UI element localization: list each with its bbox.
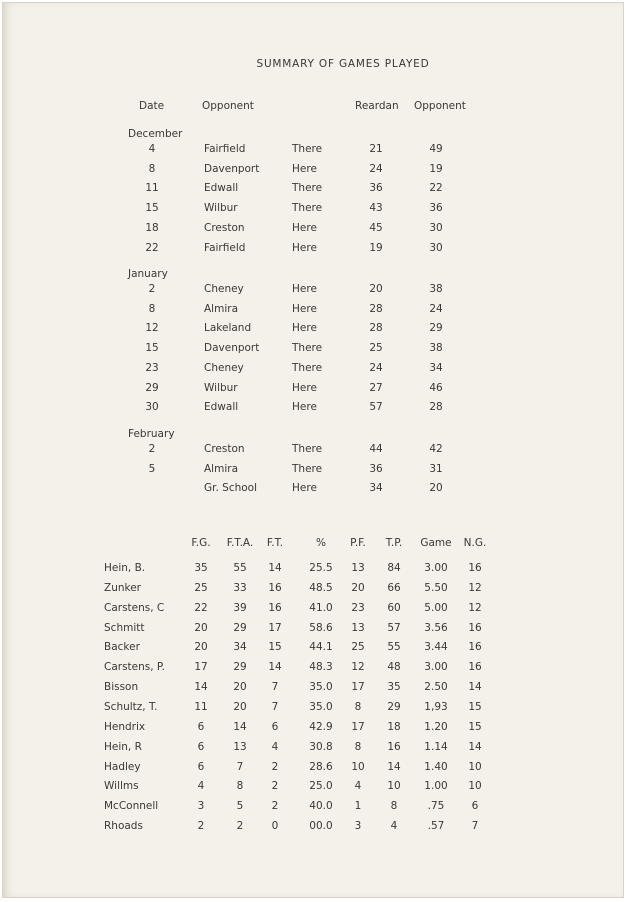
game-opponent: Wilbur [204,382,238,394]
game-reardan-score: 21 [369,143,383,155]
game-location: There [292,362,323,374]
game-day: 2 [148,443,156,455]
player-stat: 18 [387,721,401,733]
game-opponent-score: 31 [429,463,443,475]
game-opponent-score: 36 [429,202,443,214]
player-name: Schmitt [104,622,145,634]
player-stat: 30.8 [309,741,333,753]
player-stat: 2 [197,820,205,832]
game-reardan-score: 36 [369,182,383,194]
game-opponent: Davenport [204,163,260,175]
game-reardan-score: 36 [369,463,383,475]
player-name: Bisson [104,681,139,693]
player-stat: 17 [351,681,365,693]
player-stat: 4 [390,820,398,832]
game-day: 30 [145,401,159,413]
player-stat: 12 [468,582,482,594]
game-location: There [292,143,323,155]
player-name: Hein, R [104,741,142,753]
game-location: Here [292,322,317,334]
game-location: There [292,342,323,354]
player-stat: .57 [427,820,445,832]
stats-header: % [316,537,326,549]
header-date: Date [139,100,165,112]
player-row [2,761,624,777]
player-stat: 14 [194,681,208,693]
player-stat: 14 [468,681,482,693]
player-stat: 48 [387,661,401,673]
game-reardan-score: 43 [369,202,383,214]
player-stat: 3 [354,820,362,832]
game-location: There [292,182,323,194]
player-stat: 2 [271,800,279,812]
player-stat: 16 [468,562,482,574]
game-opponent: Edwall [204,401,239,413]
game-opponent: Almira [204,303,238,315]
game-day: 15 [145,202,159,214]
game-reardan-score: 28 [369,322,383,334]
game-opponent: Creston [204,222,245,234]
player-stat: 20 [233,681,247,693]
game-opponent-score: 30 [429,242,443,254]
player-stat: 20 [194,641,208,653]
player-stat: 42.9 [309,721,333,733]
header-reardan: Reardan [355,100,399,112]
player-stat: 35.0 [309,701,333,713]
player-name: Schultz, T. [104,701,158,713]
player-stat: 66 [387,582,401,594]
player-row [2,820,624,836]
game-opponent: Davenport [204,342,260,354]
game-location: Here [292,401,317,413]
player-stat: 16 [468,641,482,653]
player-stat: 25.5 [309,562,333,574]
player-stat: 1.40 [424,761,448,773]
player-stat: 22 [194,602,208,614]
game-location: Here [292,163,317,175]
player-stat: 33 [233,582,247,594]
game-reardan-score: 57 [369,401,383,413]
player-stat: 10 [468,780,482,792]
player-stat: .75 [427,800,445,812]
player-stat: 7 [471,820,479,832]
player-stat: 8 [354,741,362,753]
player-stat: 5.00 [424,602,448,614]
game-opponent-score: 19 [429,163,443,175]
game-opponent: Fairfield [204,143,246,155]
player-stat: 6 [197,721,205,733]
player-row [2,780,624,796]
player-stat: 41.0 [309,602,333,614]
player-stat: 25.0 [309,780,333,792]
game-reardan-score: 44 [369,443,383,455]
month-label: January [128,268,168,280]
player-stat: 4 [354,780,362,792]
player-row [2,641,624,657]
player-stat: 10 [387,780,401,792]
player-stat: 20 [233,701,247,713]
player-name: Hendrix [104,721,146,733]
player-row [2,602,624,618]
player-name: Hein, B. [104,562,146,574]
player-stat: 55 [387,641,401,653]
player-stat: 29 [233,622,247,634]
player-stat: 6 [471,800,479,812]
game-opponent: Lakeland [204,322,252,334]
player-stat: 48.5 [309,582,333,594]
stats-header: F.T.A. [226,537,254,549]
player-stat: 20 [194,622,208,634]
player-stat: 44.1 [309,641,333,653]
game-day: 11 [145,182,159,194]
player-stat: 3.00 [424,661,448,673]
player-stat: 6 [197,741,205,753]
game-location: Here [292,382,317,394]
player-stat: 2 [271,780,279,792]
player-stat: 57 [387,622,401,634]
game-day: 18 [145,222,159,234]
player-stat: 3.56 [424,622,448,634]
player-stat: 23 [351,602,365,614]
player-name: McConnell [104,800,159,812]
game-reardan-score: 25 [369,342,383,354]
game-day: 5 [148,463,156,475]
game-location: There [292,463,323,475]
player-name: Carstens, C [104,602,165,614]
game-location: There [292,202,323,214]
game-opponent: Cheney [204,283,244,295]
player-name: Hadley [104,761,141,773]
player-stat: 25 [194,582,208,594]
stats-header: N.G. [463,537,487,549]
game-reardan-score: 24 [369,163,383,175]
player-stat: 14 [233,721,247,733]
game-opponent: Creston [204,443,245,455]
player-row [2,562,624,578]
player-stat: 13 [233,741,247,753]
game-opponent-score: 24 [429,303,443,315]
game-day: 2 [148,283,156,295]
player-stat: 10 [351,761,365,773]
player-stat: 5 [236,800,244,812]
player-stat: 28.6 [309,761,333,773]
game-day: 8 [148,303,156,315]
stats-header: F.T. [266,537,284,549]
player-stat: 4 [271,741,279,753]
game-day: 4 [148,143,156,155]
player-stat: 58.6 [309,622,333,634]
player-stat: 17 [268,622,282,634]
player-stat: 16 [468,661,482,673]
game-opponent: Gr. School [204,482,258,494]
player-stat: 15 [468,721,482,733]
player-stat: 3 [197,800,205,812]
player-stat: 3.44 [424,641,448,653]
player-stat: 16 [387,741,401,753]
player-stat: 48.3 [309,661,333,673]
player-stat: 1 [354,800,362,812]
player-stat: 8 [390,800,398,812]
yearbook-page [2,2,624,898]
player-stat: 16 [468,622,482,634]
player-stat: 1,93 [424,701,448,713]
player-stat: 3.00 [424,562,448,574]
player-name: Rhoads [104,820,143,832]
player-stat: 8 [354,701,362,713]
stats-header: P.F. [350,537,366,549]
game-day: 29 [145,382,159,394]
game-opponent: Cheney [204,362,244,374]
player-row [2,701,624,717]
player-stat: 40.0 [309,800,333,812]
player-stat: 6 [271,721,279,733]
player-stat: 00.0 [309,820,333,832]
game-location: Here [292,242,317,254]
game-opponent: Fairfield [204,242,246,254]
player-stat: 12 [468,602,482,614]
month-label: December [128,128,183,140]
game-location: Here [292,283,317,295]
player-stat: 2 [271,761,279,773]
player-name: Willms [104,780,139,792]
game-opponent-score: 29 [429,322,443,334]
game-reardan-score: 34 [369,482,383,494]
player-stat: 14 [468,741,482,753]
game-opponent-score: 20 [429,482,443,494]
game-day: 12 [145,322,159,334]
player-name: Backer [104,641,140,653]
game-day: 8 [148,163,156,175]
game-reardan-score: 27 [369,382,383,394]
player-stat: 14 [387,761,401,773]
game-opponent: Edwall [204,182,239,194]
player-stat: 6 [197,761,205,773]
player-stat: 17 [194,661,208,673]
player-stat: 1.00 [424,780,448,792]
game-reardan-score: 20 [369,283,383,295]
player-stat: 0 [271,820,279,832]
player-stat: 10 [468,761,482,773]
player-stat: 20 [351,582,365,594]
player-stat: 16 [268,602,282,614]
player-stat: 1.14 [424,741,448,753]
player-stat: 4 [197,780,205,792]
game-opponent-score: 28 [429,401,443,413]
player-stat: 35 [194,562,208,574]
game-opponent-score: 34 [429,362,443,374]
player-stat: 60 [387,602,401,614]
stats-header: Game [420,537,452,549]
game-day: 22 [145,242,159,254]
player-stat: 2.50 [424,681,448,693]
player-stat: 29 [233,661,247,673]
stats-header: T.P. [385,537,403,549]
game-location: There [292,443,323,455]
game-opponent-score: 46 [429,382,443,394]
player-stat: 29 [387,701,401,713]
game-location: Here [292,303,317,315]
player-stat: 84 [387,562,401,574]
player-stat: 13 [351,622,365,634]
player-stat: 11 [194,701,208,713]
game-opponent: Almira [204,463,238,475]
player-stat: 17 [351,721,365,733]
game-opponent-score: 42 [429,443,443,455]
player-stat: 7 [271,701,279,713]
game-opponent-score: 22 [429,182,443,194]
player-stat: 2 [236,820,244,832]
player-stat: 35 [387,681,401,693]
stats-header: F.G. [191,537,211,549]
player-stat: 15 [268,641,282,653]
game-reardan-score: 45 [369,222,383,234]
player-row [2,681,624,697]
player-stat: 7 [236,761,244,773]
page-title: SUMMARY OF GAMES PLAYED [256,58,430,70]
game-opponent-score: 49 [429,143,443,155]
player-stat: 14 [268,661,282,673]
player-row [2,582,624,598]
game-day: 15 [145,342,159,354]
game-reardan-score: 28 [369,303,383,315]
player-stat: 35.0 [309,681,333,693]
player-stat: 12 [351,661,365,673]
player-stat: 39 [233,602,247,614]
player-stat: 8 [236,780,244,792]
header-opponent: Opponent [202,100,254,112]
game-opponent: Wilbur [204,202,238,214]
player-name: Zunker [104,582,141,594]
game-day: 23 [145,362,159,374]
player-row [2,800,624,816]
player-row [2,661,624,677]
player-stat: 34 [233,641,247,653]
player-row [2,721,624,737]
header-opponent-score: Opponent [414,100,466,112]
game-location: Here [292,222,317,234]
game-reardan-score: 24 [369,362,383,374]
game-opponent-score: 38 [429,342,443,354]
player-stat: 7 [271,681,279,693]
month-label: February [128,428,175,440]
game-opponent-score: 38 [429,283,443,295]
player-stat: 14 [268,562,282,574]
player-stat: 55 [233,562,247,574]
game-opponent-score: 30 [429,222,443,234]
player-row [2,622,624,638]
player-stat: 5.50 [424,582,448,594]
game-reardan-score: 19 [369,242,383,254]
player-stat: 25 [351,641,365,653]
player-name: Carstens, P. [104,661,165,673]
player-stat: 16 [268,582,282,594]
player-row [2,741,624,757]
game-location: Here [292,482,317,494]
player-stat: 15 [468,701,482,713]
player-stat: 1.20 [424,721,448,733]
player-stat: 13 [351,562,365,574]
